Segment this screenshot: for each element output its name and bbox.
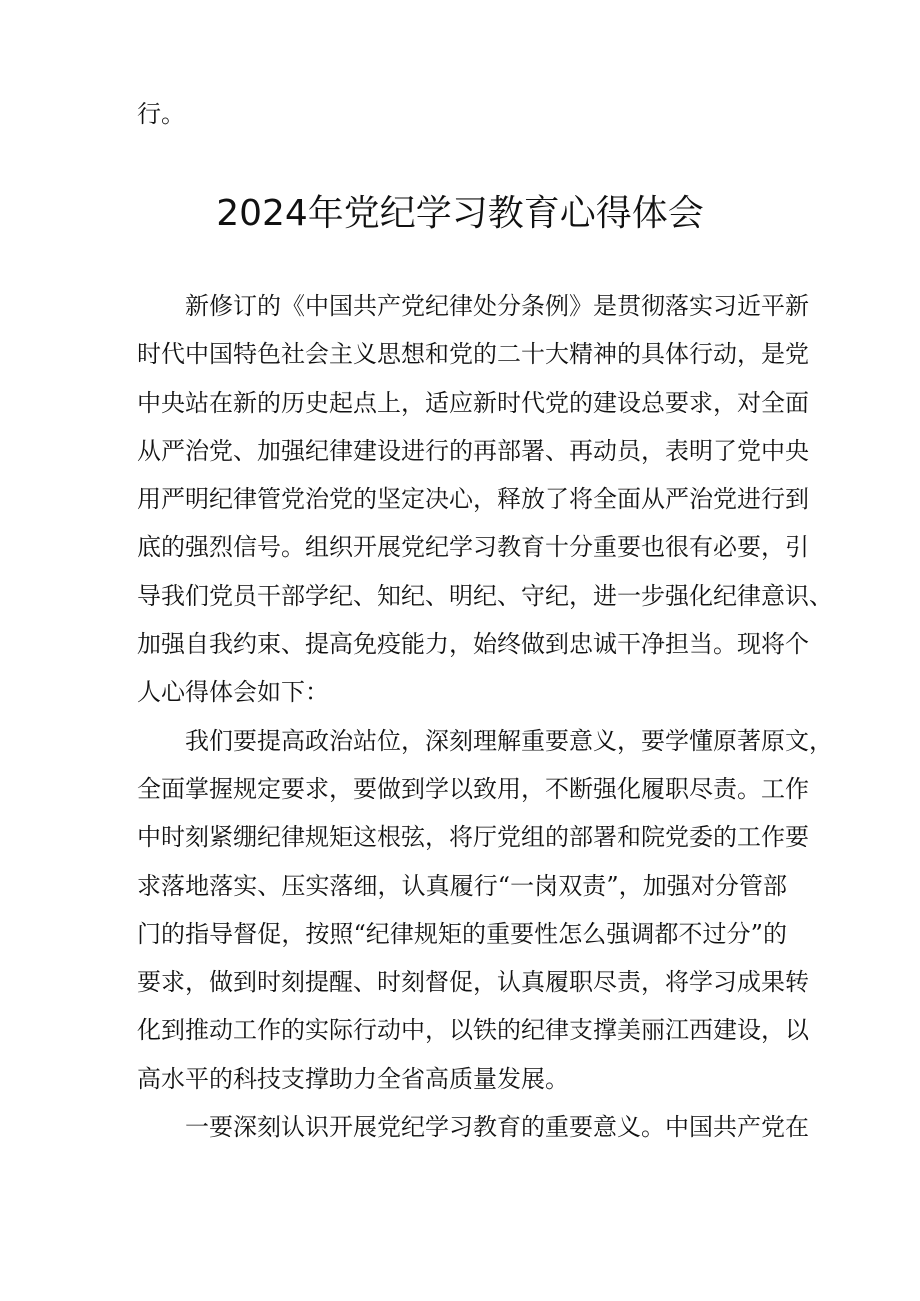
text-line: 要求，做到时刻提醒、时刻督促，认真履职尽责，将学习成果转 [137,968,809,997]
text-line: 中时刻紧绷纪律规矩这根弦，将厅党组的部署和院党委的工作要 [137,823,809,852]
continuation-text: 行。 [137,100,185,128]
text-line: 底的强烈信号。组织开展党纪学习教育十分重要也很有必要，引 [137,533,809,562]
text-line: 门的指导督促，按照“纪律规矩的重要性怎么强调都不过分”的 [137,919,787,948]
paragraph-1 [137,282,833,717]
text-line: 加强自我约束、提高免疫能力，始终做到忠诚干净担当。现将个 [137,630,809,659]
document-body [137,282,833,1151]
text-line: 从严治党、加强纪律建设进行的再部署、再动员，表明了党中央 [137,436,809,465]
text-line: 导我们党员干部学纪、知纪、明纪、守纪，进一步强化纪律意识、 [137,581,833,610]
text-line: 一要深刻认识开展党纪学习教育的重要意义。中国共产党在 [185,1113,809,1142]
document-title: 2024年党纪学习教育心得体会 [216,193,704,234]
text-line: 中央站在新的历史起点上，适应新时代党的建设总要求，对全面 [137,388,809,417]
text-line: 全面掌握规定要求，要做到学以致用，不断强化履职尽责。工作 [137,774,809,803]
paragraph-2 [137,717,833,1103]
text-line: 人心得体会如下： [137,678,329,707]
text-line: 化到推动工作的实际行动中，以铁的纪律支撑美丽江西建设，以 [137,1016,809,1045]
text-line: 新修订的《中国共产党纪律处分条例》是贯彻落实习近平新 [185,292,809,320]
text-line: 高水平的科技支撑助力全省高质量发展。 [137,1064,569,1093]
text-line: 我们要提高政治站位，深刻理解重要意义，要学懂原著原文， [185,726,833,755]
paragraph-3 [137,1103,809,1151]
text-line: 时代中国特色社会主义思想和党的二十大精神的具体行动，是党 [137,340,809,369]
text-line: 求落地落实、压实落细，认真履行“一岗双责”，加强对分管部 [137,871,787,900]
text-line: 用严明纪律管党治党的坚定决心，释放了将全面从严治党进行到 [137,485,809,514]
